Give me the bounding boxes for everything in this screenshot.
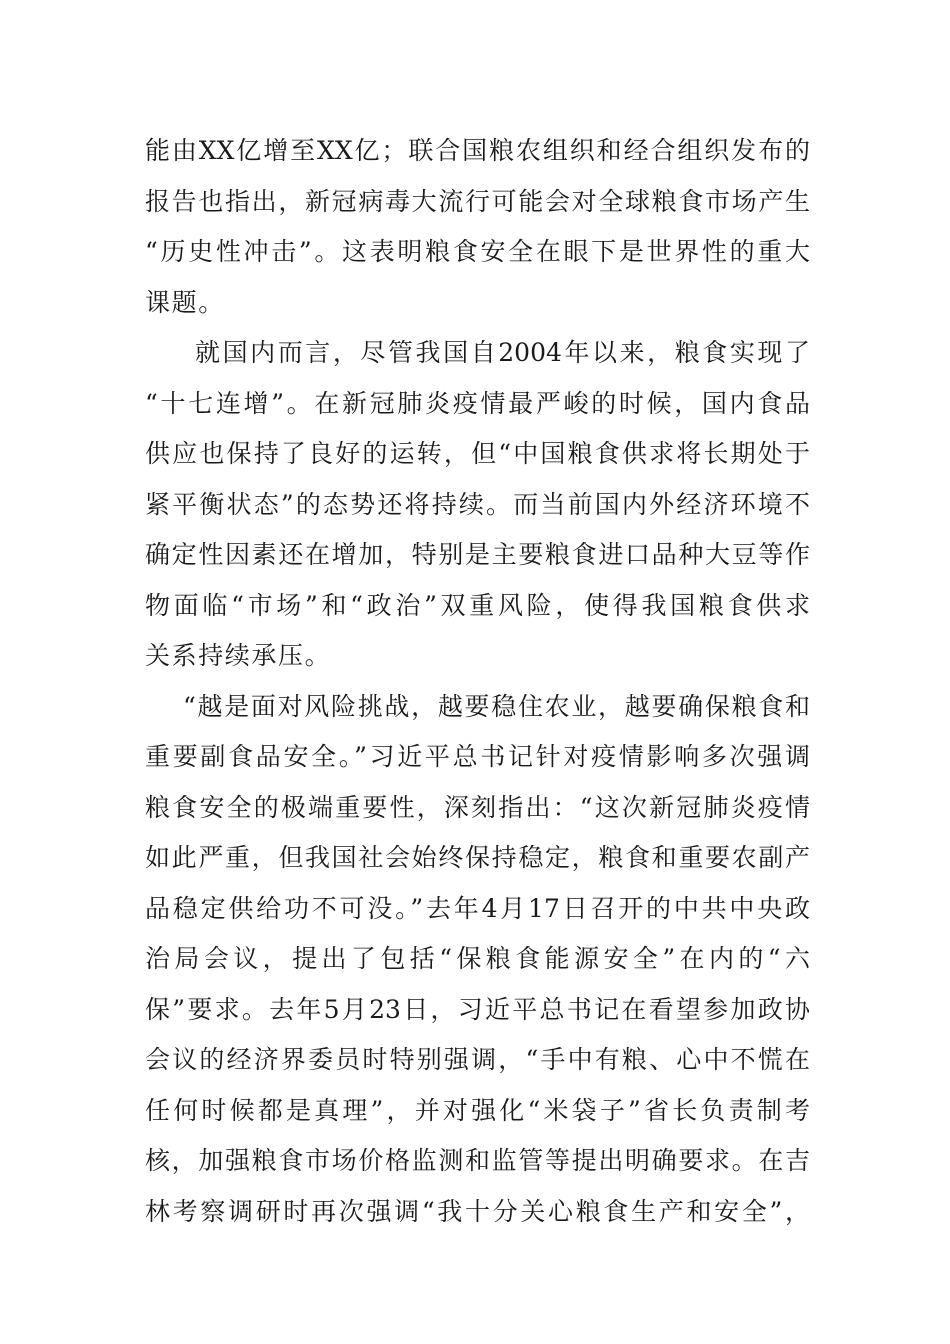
text-line: 能由XX亿增至XX亿；联合国粮农组织和经合组织发布的: [145, 136, 810, 165]
paragraph-1: [145, 126, 810, 328]
text-line: 重要副食品安全。”习近平总书记针对疫情影响多次强调: [145, 742, 810, 771]
text-line: 治局会议，提出了包括“保粮食能源安全”在内的“六: [145, 944, 810, 973]
text-line: 紧平衡状态”的态势还将持续。而当前国内外经济环境不: [145, 489, 810, 519]
text-line: 物面临“市场”和“政治”双重风险，使得我国粮食供求: [145, 590, 810, 620]
text-line: 关系持续承压。: [145, 641, 332, 670]
text-line: “越是面对风险挑战，越要稳住农业，越要确保粮食和: [183, 691, 810, 721]
text-line: “历史性冲击”。这表明粮食安全在眼下是世界性的重大: [145, 237, 810, 266]
text-line: 课题。: [145, 287, 225, 317]
text-line: 粮食安全的极端重要性，深刻指出：“这次新冠肺炎疫情: [145, 792, 810, 822]
text-line: 会议的经济界委员时特别强调，“手中有粮、心中不慌在: [145, 1045, 810, 1074]
text-line: 确定性因素还在增加，特别是主要粮食进口品种大豆等作: [145, 540, 810, 569]
text-line: 核，加强粮食市场价格监测和监管等提出明确要求。在吉: [145, 1146, 810, 1175]
document-body: [145, 126, 810, 1237]
text-line: 供应也保持了良好的运转，但“中国粮食供求将长期处于: [145, 439, 810, 468]
text-line: 报告也指出，新冠病毒大流行可能会对全球粮食市场产生: [145, 186, 810, 216]
text-line: 任何时候都是真理”，并对强化“米袋子”省长负责制考: [145, 1095, 810, 1125]
text-line: “十七连增”。在新冠肺炎疫情最严峻的时候，国内食品: [145, 388, 810, 418]
text-line: 林考察调研时再次强调“我十分关心粮食生产和安全”，: [145, 1196, 810, 1226]
text-line: 就国内而言，尽管我国自2004年以来，粮食实现了: [195, 338, 810, 367]
paragraph-3: [145, 682, 810, 1238]
text-line: 品稳定供给功不可没。”去年4月17日召开的中共中央政: [145, 893, 810, 923]
paragraph-2: [145, 328, 810, 682]
text-line: 如此严重，但我国社会始终保持稳定，粮食和重要农副产: [145, 843, 810, 872]
text-line: 保”要求。去年5月23日，习近平总书记在看望参加政协: [145, 994, 810, 1024]
